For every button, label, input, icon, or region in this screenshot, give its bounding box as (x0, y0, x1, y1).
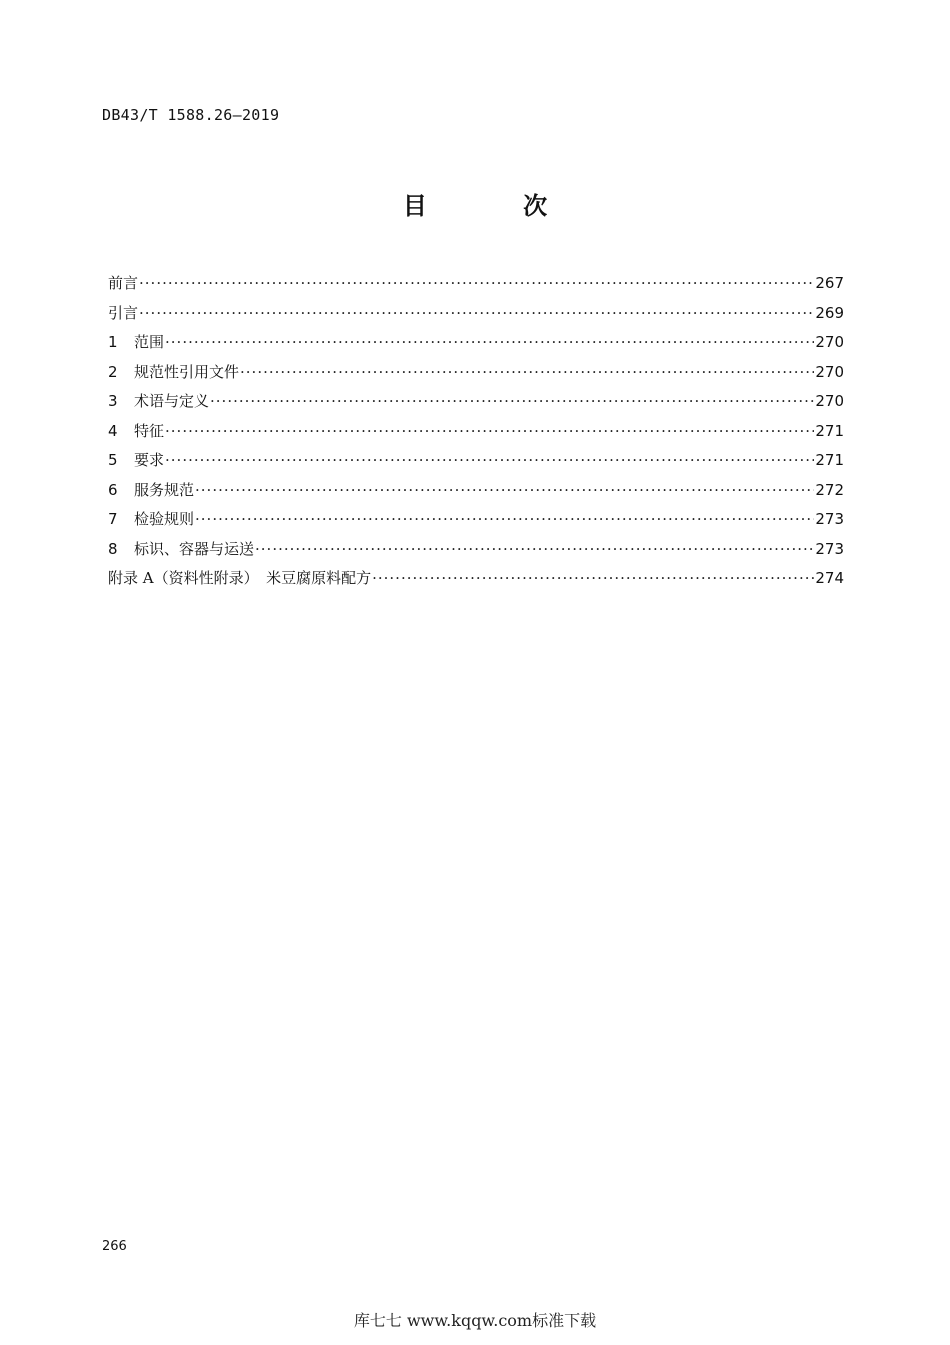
toc-entry-label: 要求 (134, 451, 165, 469)
toc-leader-dots (195, 510, 814, 528)
table-of-contents (108, 272, 844, 597)
toc-entry-number: 3 (108, 392, 118, 410)
toc-leader-dots (139, 274, 814, 292)
toc-entry-number: 7 (108, 510, 118, 528)
toc-entry-page: 273 (815, 510, 844, 528)
toc-entry-label: 范围 (134, 333, 165, 351)
document-code: DB43/T 1588.26—2019 (102, 106, 280, 124)
toc-entry-page: 271 (815, 421, 844, 440)
toc-entry-number: 5 (108, 451, 118, 469)
toc-entry-page: 272 (815, 480, 844, 499)
toc-entry-label: 检验规则 (134, 510, 195, 528)
toc-entry-terms-definitions[interactable] (108, 390, 844, 420)
toc-entry-number: 8 (108, 539, 118, 558)
toc-entry-inspection-rules[interactable] (108, 508, 844, 538)
toc-entry-label: 标识、容器与运送 (134, 539, 255, 558)
toc-entry-normative-references[interactable] (108, 361, 844, 391)
toc-leader-dots (210, 392, 814, 410)
toc-entry-number: 1 (108, 333, 118, 351)
toc-entry-scope[interactable] (108, 331, 844, 361)
toc-entry-label: 规范性引用文件 (134, 362, 240, 381)
toc-leader-dots (165, 422, 814, 440)
toc-entry-foreword[interactable] (108, 272, 844, 302)
toc-entry-page: 267 (815, 274, 844, 292)
toc-entry-characteristics[interactable] (108, 420, 844, 450)
toc-entry-number: 4 (108, 421, 118, 440)
toc-entry-page: 270 (815, 392, 844, 410)
toc-leader-dots (195, 481, 814, 499)
toc-entry-introduction[interactable] (108, 302, 844, 332)
toc-entry-marking-container-transport[interactable] (108, 538, 844, 568)
toc-entry-requirements[interactable] (108, 449, 844, 479)
toc-entry-page: 274 (815, 569, 844, 587)
toc-entry-page: 271 (815, 451, 844, 469)
toc-entry-page: 269 (815, 303, 844, 322)
toc-entry-label: 前言 (108, 274, 139, 292)
toc-entry-label: 术语与定义 (134, 392, 210, 410)
page-title: 目 次 (402, 192, 592, 220)
page-number: 266 (102, 1239, 127, 1254)
toc-leader-dots (139, 304, 814, 322)
toc-entry-label: 引言 (108, 303, 139, 322)
toc-leader-dots (240, 363, 814, 381)
footer-watermark-text: 库七七 www.kqqw.com标准下载 (353, 1311, 597, 1330)
toc-leader-dots (372, 569, 814, 587)
toc-leader-dots (165, 451, 814, 469)
toc-entry-service-specification[interactable] (108, 479, 844, 509)
toc-entry-page: 270 (815, 362, 844, 381)
toc-entry-annex-a[interactable] (108, 567, 844, 597)
toc-entry-label: 特征 (134, 421, 165, 440)
toc-entry-number: 2 (108, 362, 118, 381)
toc-entry-label: 服务规范 (134, 480, 195, 499)
toc-entry-page: 273 (815, 539, 844, 558)
toc-leader-dots (165, 333, 814, 351)
toc-entry-page: 270 (815, 333, 844, 351)
toc-entry-number: 6 (108, 480, 118, 499)
toc-leader-dots (255, 540, 814, 558)
toc-entry-label: 附录 A（资料性附录） 米豆腐原料配方 (108, 569, 372, 587)
